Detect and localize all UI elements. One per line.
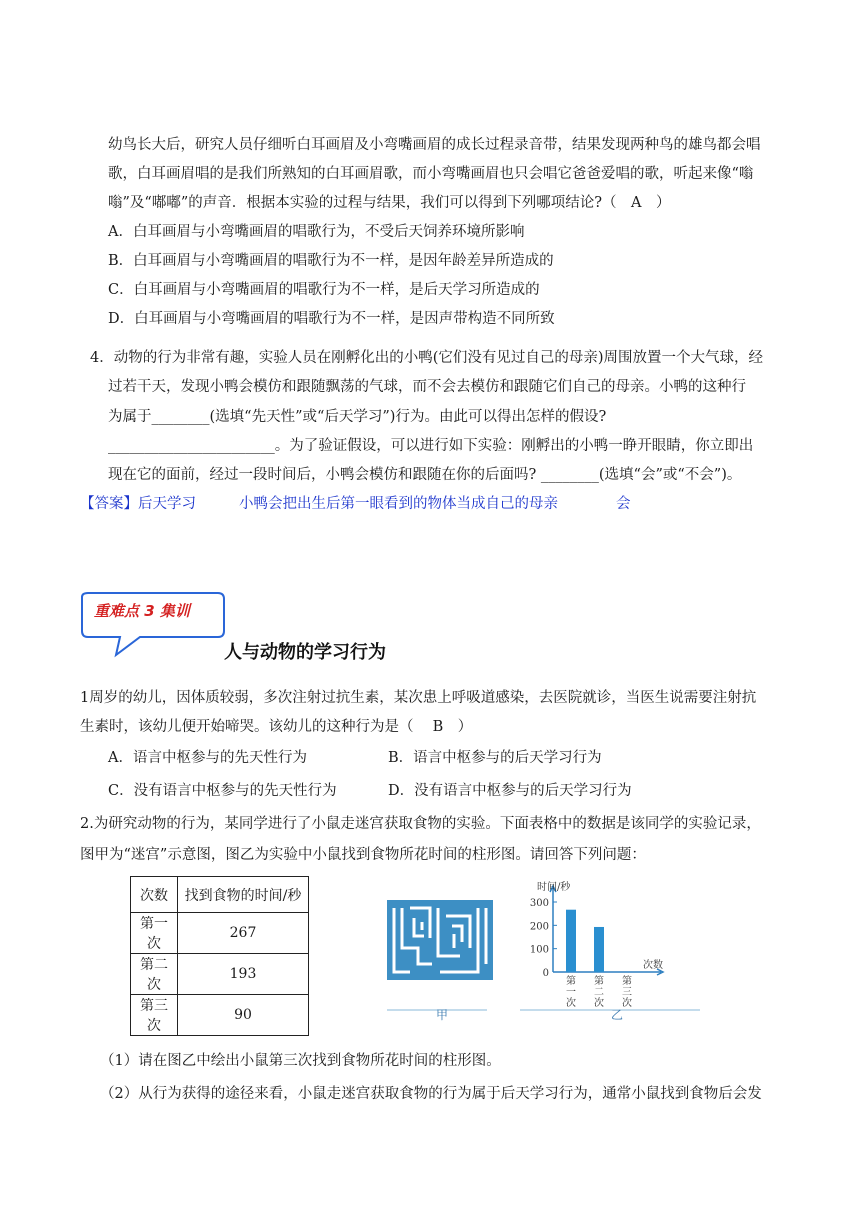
section-title: 人与动物的学习行为	[224, 642, 386, 663]
q2-sub-question-1: （1）请在图乙中绘出小鼠第三次找到食物所花时间的柱形图。	[100, 1053, 501, 1069]
q3-text-line-3: 嗡”及“嘟嘟”的声音．根据本实验的过程与结果，我们可以得到下列哪项结论?（ A ）	[108, 195, 671, 211]
table-header-cell: 找到食物的时间/秒	[178, 877, 309, 913]
q1-option-b: B．语言中枢参与的后天学习行为	[388, 750, 602, 766]
y-tick-label: 0	[542, 968, 549, 979]
x-tick-label-char: 三	[622, 987, 632, 998]
q1-option-c: C．没有语言中枢参与的先天性行为	[108, 783, 337, 799]
q4-text-line-2: 过若干天，发现小鸭会模仿和跟随飘荡的气球，而不会去模仿和跟随它们自己的母亲。小鸭的这种行	[108, 379, 746, 395]
y-tick-label: 200	[529, 921, 549, 933]
table-row	[131, 954, 309, 995]
x-tick-label-char: 第	[594, 976, 604, 987]
bar-chart	[530, 880, 663, 1009]
table-cell: 90	[178, 995, 309, 1036]
q3-option-b: B．白耳画眉与小弯嘴画眉的唱歌行为不一样，是因年龄差异所造成的	[108, 253, 554, 269]
experiment-record-table	[130, 876, 309, 1036]
table-row	[131, 995, 309, 1036]
q3-option-a: A．白耳画眉与小弯嘴画眉的唱歌行为，不受后天饲养环境所影响	[108, 224, 525, 240]
y-tick-label: 100	[529, 944, 549, 956]
q2-sub-question-2: （2）从行为获得的途径来看，小鼠走迷宫获取食物的行为属于后天学习行为，通常小鼠找到食物后会发	[100, 1086, 762, 1102]
table-cell: 第三次	[131, 995, 178, 1036]
maze-diagram	[387, 900, 493, 1010]
q1-option-a: A．语言中枢参与的先天性行为	[108, 750, 307, 766]
q4-answer-prefix: 【答案】	[80, 496, 138, 512]
figure-maze-and-chart	[370, 878, 700, 1024]
section-tag: 重难点 3 集训	[94, 602, 190, 620]
q2-text-line-2: 图甲为“迷宫”示意图，图乙为实验中小鼠找到食物所花时间的柱形图。请回答下列问题：	[80, 847, 646, 863]
x-tick-label-char: 次	[594, 998, 604, 1009]
x-tick-label-char: 次	[566, 998, 576, 1009]
x-tick-label-char: 第	[622, 976, 632, 987]
table-cell: 193	[178, 954, 309, 995]
y-axis-label: 时间/秒	[537, 882, 571, 893]
q4-answer-2: 小鸭会把出生后第一眼看到的物体当成自己的母亲	[239, 496, 558, 512]
figure-label-jia: 甲	[436, 1008, 449, 1022]
x-tick-label-char: 第	[566, 976, 576, 987]
x-tick-label-char: 一	[566, 987, 576, 998]
bar-2	[594, 927, 604, 972]
table-cell: 第一次	[131, 913, 178, 954]
table-cell: 267	[178, 913, 309, 954]
q1-text-line-2: 生素时，该幼儿便开始啼哭。该幼儿的这种行为是（ B ）	[80, 719, 473, 735]
table-header-cell: 次数	[131, 877, 178, 913]
q2-text-line-1: 2.为研究动物的行为，某同学进行了小鼠走迷宫获取食物的实验。下面表格中的数据是该同学的实验记录，	[80, 816, 761, 832]
figure-label-yi: 乙	[611, 1008, 624, 1022]
x-tick-label-char: 二	[594, 987, 604, 998]
q3-text-line-1: 幼鸟长大后，研究人员仔细听白耳画眉及小弯嘴画眉的成长过程录音带，结果发现两种鸟的雄鸟都会唱	[108, 137, 761, 153]
q4-answer-1: 后天学习	[138, 496, 196, 512]
q4-text-line-4: _______________________。为了验证假设，可以进行如下实验：刚孵出的小鸭一睁开眼睛，你立即出	[108, 438, 754, 454]
q3-option-d: D．白耳画眉与小弯嘴画眉的唱歌行为不一样，是因声带构造不同所致	[108, 311, 555, 327]
q1-option-d: D．没有语言中枢参与的后天学习行为	[388, 783, 632, 799]
table-header-row	[131, 877, 309, 913]
q3-option-c: C．白耳画眉与小弯嘴画眉的唱歌行为不一样，是后天学习所造成的	[108, 282, 540, 298]
q4-answer-3: 会	[616, 496, 631, 512]
x-axis-label: 次数	[643, 960, 663, 971]
table-row	[131, 913, 309, 954]
q4-text-line-1: 4．动物的行为非常有趣，实验人员在刚孵化出的小鸭(它们没有见过自己的母亲)周围放置一个大气球，经	[90, 350, 764, 366]
table-cell: 第二次	[131, 954, 178, 995]
bar-1	[566, 910, 576, 972]
y-tick-label: 300	[529, 898, 549, 909]
q1-text-line-1: 1周岁的幼儿，因体质较弱，多次注射过抗生素，某次患上呼吸道感染，去医院就诊，当医生说需要注射抗	[80, 690, 757, 706]
q3-text-line-2: 歌，白耳画眉唱的是我们所熟知的白耳画眉歌，而小弯嘴画眉也只会唱它爸爸爱唱的歌，听起来像“嗡	[108, 166, 754, 182]
q4-text-line-3: 为属于________(选填“先天性”或“后天学习”)行为。由此可以得出怎样的假设?	[108, 409, 607, 425]
q4-text-line-5: 现在它的面前，经过一段时间后，小鸭会模仿和跟随在你的后面吗? ________(选填“会”或“不会”)。	[108, 467, 742, 483]
x-tick-label-char: 次	[622, 998, 632, 1009]
